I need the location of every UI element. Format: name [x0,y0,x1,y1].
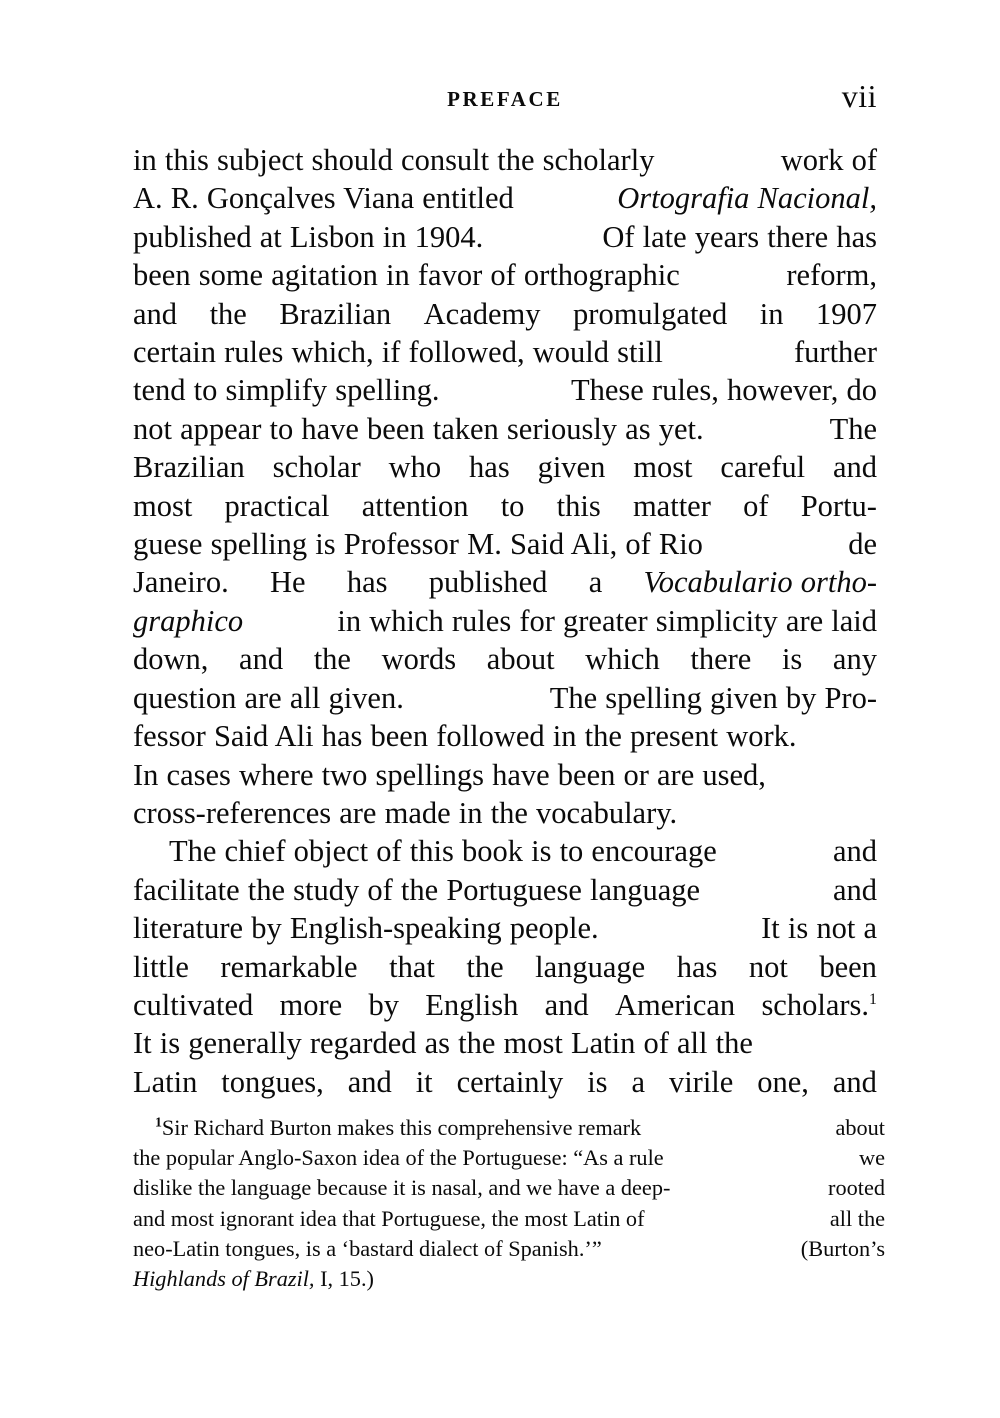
footnote-line: $^1$Sir Richard Burton makes this comprehensive remark about [155,1114,885,1140]
footnote-reference-marker: 1 [869,990,877,1008]
text-line: cross-references are made in the vocabulary. [133,795,678,830]
book-title-vocabulario-cont: graphico [133,603,244,638]
text-line: Brazilian scholar who has given most careful and [133,450,877,485]
text-line: most practical attention to this matter of Portu- [133,488,877,523]
footnote-line: neo-Latin tongues, is a ‘bastard dialect of Spanish.’” (Burton’s [133,1235,885,1261]
text-line: facilitate the study of the Portuguese language and [133,872,877,907]
text-line: fessor Said Ali has been followed in the present work. [133,719,797,754]
text-line: Janeiro. He has published a Vocabulario ortho- [133,563,877,601]
footnote-line: the popular Anglo-Saxon idea of the Portuguese: “As a rule we [133,1145,885,1171]
paragraph-1 [133,141,877,832]
running-head [133,78,877,116]
text-line: in this subject should consult the scholarly work of [133,143,877,177]
text-line: literature by English-speaking people. It is not a [133,911,877,946]
body-text-block [133,141,877,1101]
footnote-block [133,1113,885,1294]
text-line: Latin tongues, and it certainly is a virile one, and [133,1064,877,1099]
text-line: down, and the words about which there is any [133,642,877,677]
text-line: cultivated more by English and American scholars.$^1$ [133,987,877,1022]
footnote-1 [133,1113,885,1294]
text-line: question are all given. The spelling given by Pro- [133,680,877,715]
text-line: and the Brazilian Academy promulgated in 1907 [133,296,877,331]
text-line: tend to simplify spelling. These rules, however, do [133,373,877,408]
text-line: been some agitation in favor of orthographic reform, [133,258,877,293]
footnote-book-title: Highlands of Brazil, [133,1266,315,1292]
footnote-line: dislike the language because it is nasal, and we have a deep- rooted [133,1175,885,1201]
paragraph-2 [133,832,877,1101]
text-line: A. R. Gonçalves Viana entitled Ortografia Nacional, [133,179,877,217]
text-line: not appear to have been taken seriously as yet. The [133,411,877,446]
footnote-line: Highlands of Brazil, I, 15.) [133,1266,374,1292]
text-line: It is generally regarded as the most Latin of all the [133,1026,753,1061]
book-title-ortografia: Ortografia Nacional, [617,181,877,216]
text-line: graphico in which rules for greater simplicity are laid [133,602,877,640]
footnote-number: 1 [155,1114,162,1130]
text-line: little remarkable that the language has not been [133,949,877,984]
page-number: vii [841,78,877,114]
text-line: In cases where two spellings have been or are used, [133,757,766,792]
book-title-vocabulario: Vocabulario ortho- [643,565,877,600]
footnote-line: and most ignorant idea that Portuguese, the most Latin of all the [133,1205,885,1231]
text-line: The chief object of this book is to encourage and [169,834,877,869]
running-head-title: PREFACE [447,87,563,111]
text-line: guese spelling is Professor M. Said Ali, of Rio de [133,527,877,562]
text-line: published at Lisbon in 1904. Of late years there has [133,219,877,254]
text-line: certain rules which, if followed, would still further [133,335,877,370]
